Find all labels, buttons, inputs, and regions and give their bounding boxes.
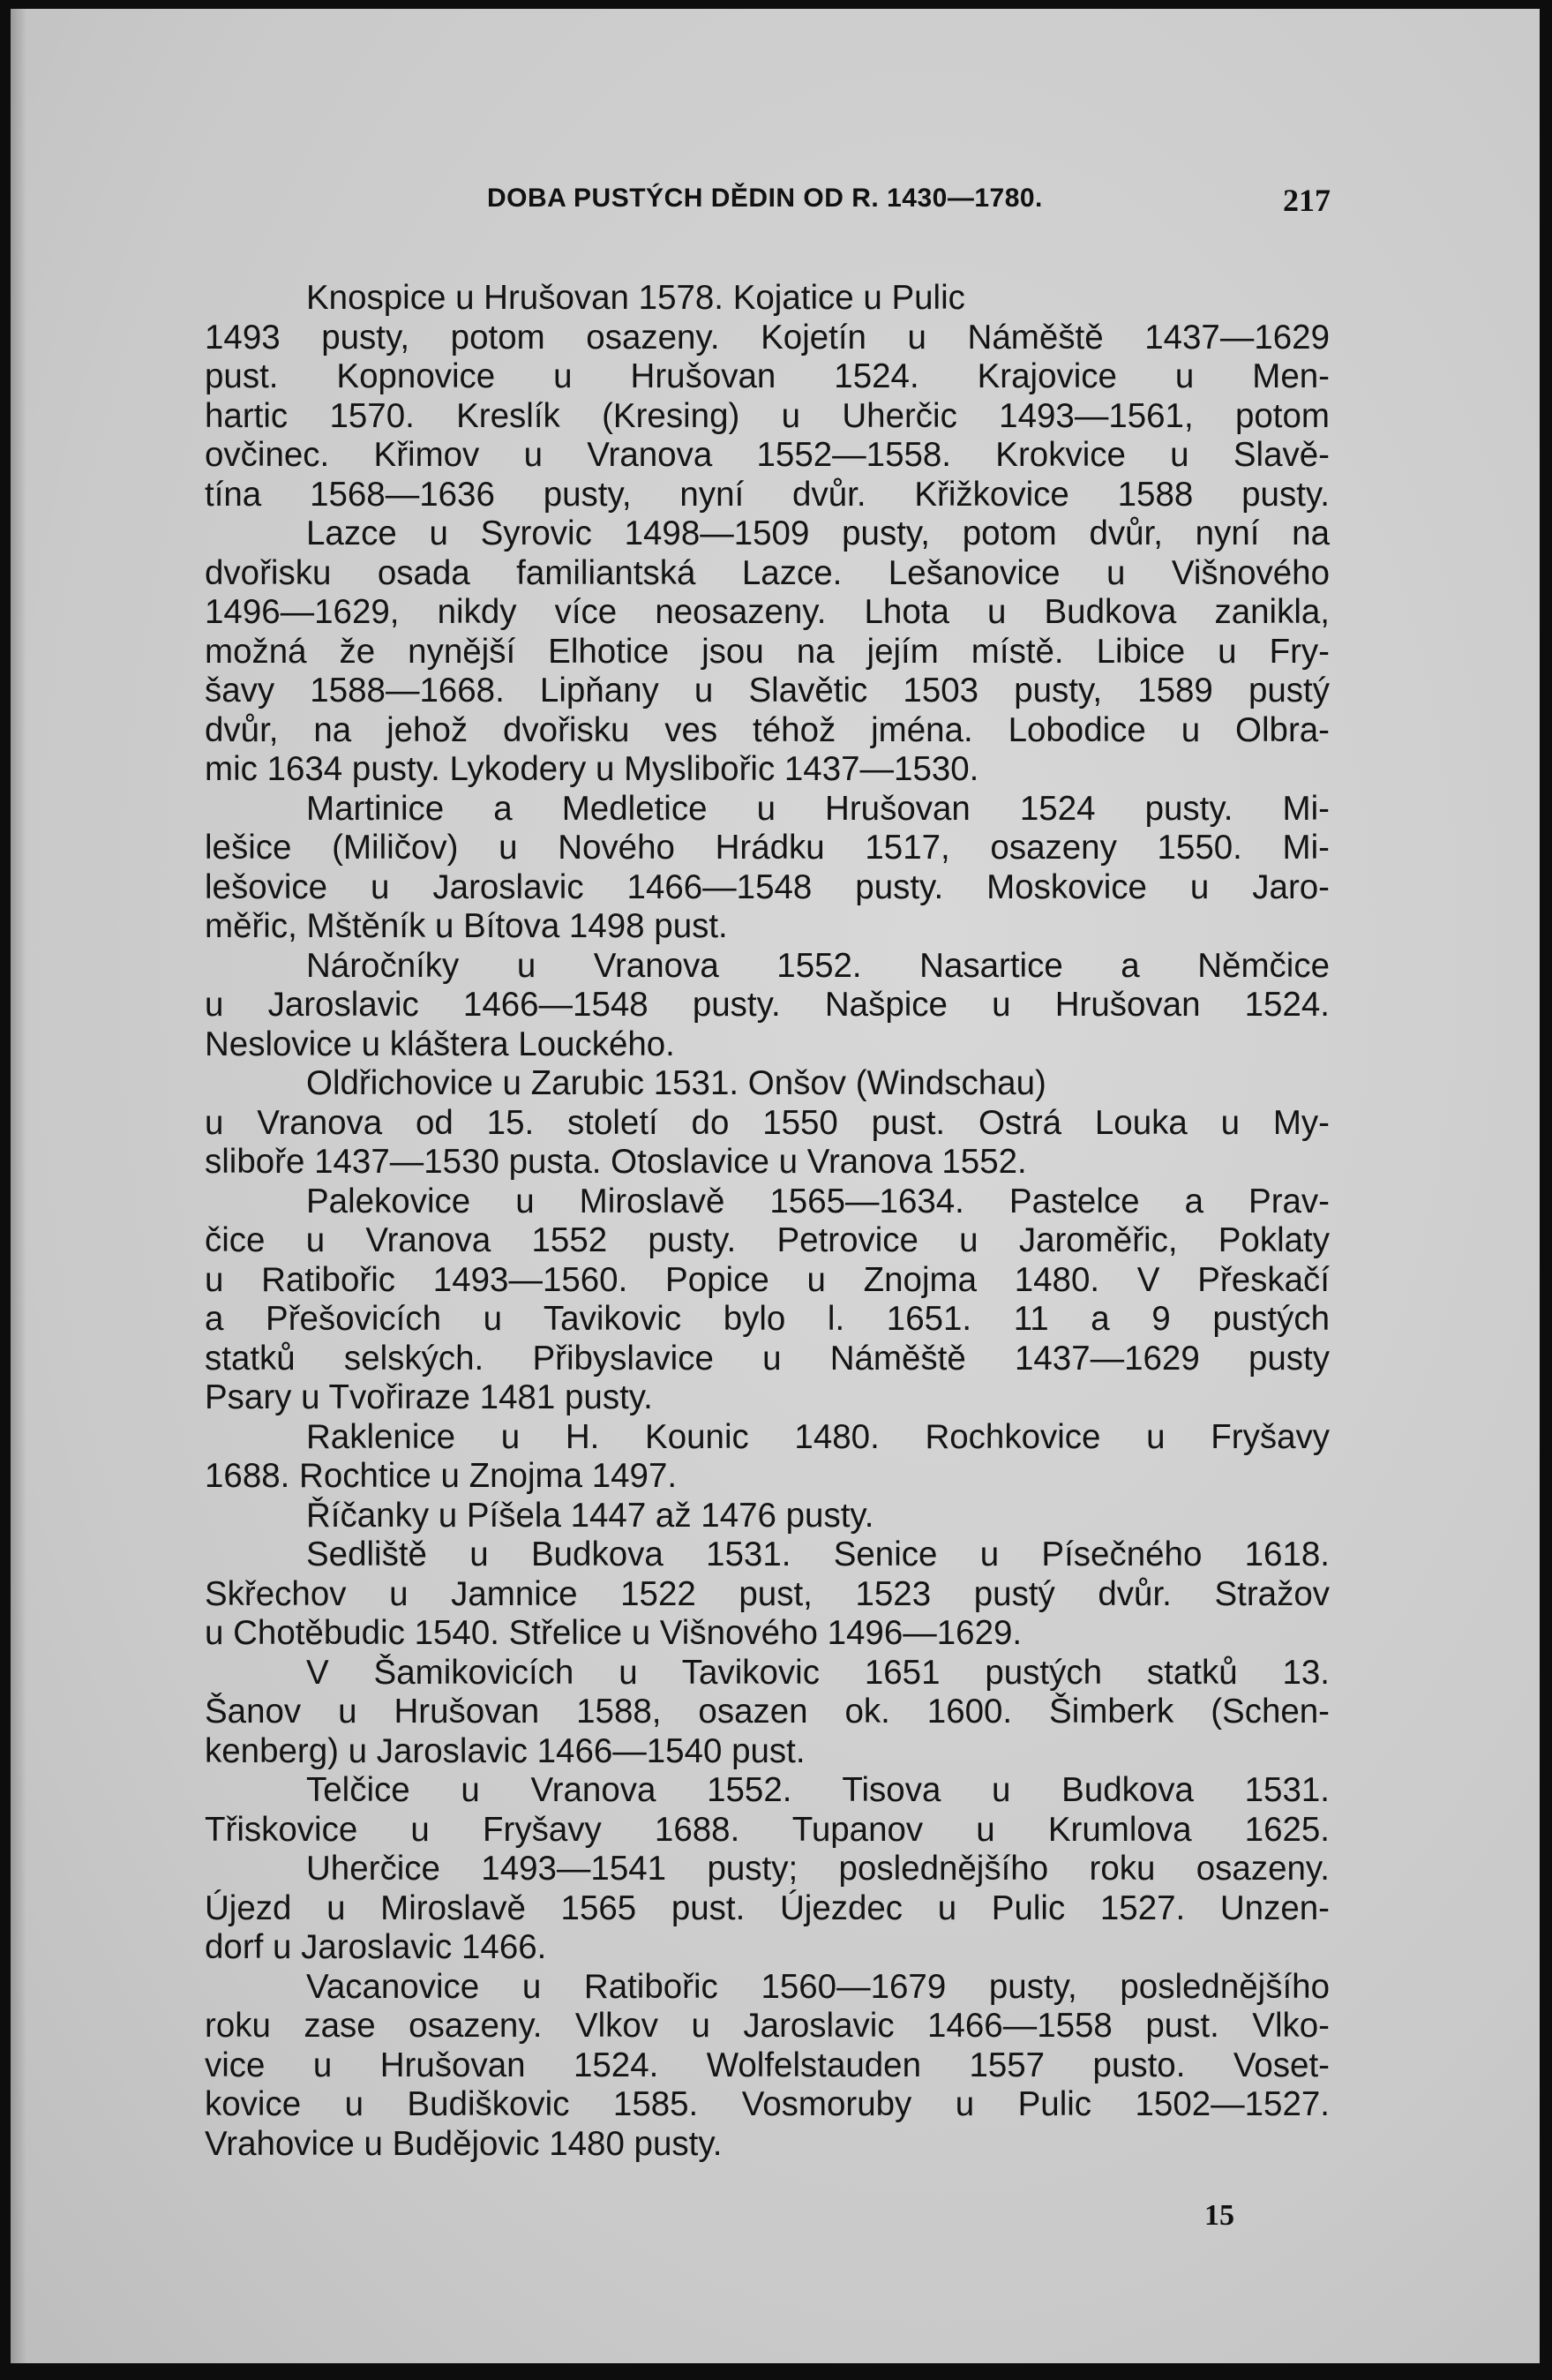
- text-line: [205, 1497, 1330, 1536]
- text-line: [205, 711, 1330, 751]
- text-line: [205, 1850, 1330, 1889]
- text-line-content: Knospice u Hrušovan 1578. Kojatice u Pulic: [306, 279, 965, 317]
- text-line: [205, 1928, 1330, 1968]
- text-line-content: mic 1634 pusty. Lykodery u Myslibořic 1437—1530.: [205, 750, 979, 788]
- text-line: [205, 1143, 1330, 1182]
- text-line-content: Náročníky u Vranova 1552. Nasartice a Němčice: [306, 946, 1330, 985]
- text-line-content: dorf u Jaroslavic 1466.: [205, 1928, 547, 1966]
- text-line-content: V Šamikovicích u Tavikovic 1651 pustých statků 13.: [306, 1653, 1330, 1692]
- running-title: DOBA PUSTÝCH DĚDIN OD R. 1430—1780.: [487, 184, 1043, 213]
- text-line: [205, 1732, 1330, 1772]
- text-line: [205, 1064, 1330, 1104]
- text-line: [205, 593, 1330, 633]
- text-line: [205, 1340, 1330, 1379]
- text-line: [205, 1300, 1330, 1340]
- text-line: [205, 1811, 1330, 1851]
- text-line-content: čice u Vranova 1552 pusty. Petrovice u Jaroměřic, Poklaty: [205, 1221, 1330, 1259]
- text-line: [205, 1418, 1330, 1458]
- text-line: [205, 397, 1330, 437]
- text-line-content: Oldřichovice u Zarubic 1531. Onšov (Windschau): [306, 1064, 1046, 1102]
- text-line: [205, 1457, 1330, 1497]
- scan-shadow-edge: [11, 9, 26, 2363]
- text-line-content: možná že nynější Elhotice jsou na jejím místě. Libice u Fry-: [205, 632, 1330, 671]
- text-line-content: pust. Kopnovice u Hrušovan 1524. Krajovice u Men-: [205, 357, 1330, 395]
- text-line: [205, 907, 1330, 947]
- text-line: [205, 1575, 1330, 1615]
- text-line: [205, 750, 1330, 790]
- text-line-content: 1688. Rochtice u Znojma 1497.: [205, 1457, 678, 1495]
- scanned-page: [11, 9, 1540, 2363]
- text-line-content: u Ratibořic 1493—1560. Popice u Znojma 1480. V Přeskačí: [205, 1260, 1330, 1299]
- text-line: [205, 1889, 1330, 1929]
- text-line: [205, 1535, 1330, 1575]
- text-line-content: měřic, Mštěník u Bítova 1498 pust.: [205, 907, 728, 945]
- text-line: [205, 436, 1330, 476]
- text-line-content: Skřechov u Jamnice 1522 pust, 1523 pustý dvůr. Stražov: [205, 1574, 1330, 1613]
- text-line-content: Lazce u Syrovic 1498—1509 pusty, potom dvůr, nyní na: [306, 514, 1330, 552]
- text-line-content: 1493 pusty, potom osazeny. Kojetín u Náměště 1437—1629: [205, 318, 1330, 357]
- text-line-content: Třiskovice u Fryšavy 1688. Tupanov u Krumlova 1625.: [205, 1810, 1330, 1849]
- text-line-content: vice u Hrušovan 1524. Wolfelstauden 1557 pusto. Voset-: [205, 2046, 1330, 2084]
- text-line-content: Újezd u Miroslavě 1565 pust. Újezdec u Pulic 1527. Unzen-: [205, 1888, 1330, 1927]
- text-line-content: u Jaroslavic 1466—1548 pusty. Našpice u Hrušovan 1524.: [205, 986, 1330, 1024]
- text-line-content: Psary u Tvořiraze 1481 pusty.: [205, 1378, 653, 1416]
- text-line: [205, 1221, 1330, 1261]
- text-line: [205, 1261, 1330, 1301]
- text-line-content: Martinice a Medletice u Hrušovan 1524 pusty. Mi-: [306, 789, 1330, 828]
- text-line-content: hartic 1570. Kreslík (Kresing) u Uherčic 1493—1561, potom: [205, 396, 1330, 435]
- text-line-content: a Přešovicích u Tavikovic bylo l. 1651. 11 a 9 pustých: [205, 1300, 1330, 1338]
- text-line: [205, 1693, 1330, 1732]
- text-line: [205, 790, 1330, 830]
- text-line-content: Říčanky u Píšela 1447 až 1476 pusty.: [306, 1496, 874, 1535]
- text-line: [205, 672, 1330, 711]
- text-line: [205, 947, 1330, 987]
- text-line: [205, 476, 1330, 515]
- text-line-content: Raklenice u H. Kounic 1480. Rochkovice u Fryšavy: [306, 1417, 1330, 1456]
- text-line-content: statků selských. Přibyslavice u Náměště 1437—1629 pusty: [205, 1339, 1330, 1378]
- text-line: [205, 986, 1330, 1025]
- text-line-content: roku zase osazeny. Vlkov u Jaroslavic 1466—1558 pust. Vlko-: [205, 2007, 1330, 2045]
- page-number: 217: [1283, 183, 1331, 218]
- text-line: [205, 633, 1330, 672]
- text-line-content: Vacanovice u Ratibořic 1560—1679 pusty, poslednějšího: [306, 1967, 1330, 2006]
- text-line-content: dvořisku osada familiantská Lazce. Lešanovice u Višnového: [205, 553, 1330, 592]
- text-line-content: Palekovice u Miroslavě 1565—1634. Pastelce a Prav-: [306, 1182, 1330, 1220]
- text-line-content: lešovice u Jaroslavic 1466—1548 pusty. Moskovice u Jaro-: [205, 867, 1330, 906]
- text-line: [205, 1614, 1330, 1654]
- text-line: [205, 1378, 1330, 1418]
- text-line: [205, 829, 1330, 868]
- text-line-content: 1496—1629, nikdy více neosazeny. Lhota u Budkova zanikla,: [205, 593, 1330, 631]
- text-line: [205, 279, 1330, 319]
- text-line-content: tína 1568—1636 pusty, nyní dvůr. Křižkovice 1588 pusty.: [205, 475, 1330, 514]
- text-line-content: šavy 1588—1668. Lipňany u Slavětic 1503 pusty, 1589 pustý: [205, 672, 1330, 709]
- text-line: [205, 1771, 1330, 1811]
- text-line-content: Neslovice u kláštera Louckého.: [205, 1025, 675, 1063]
- text-line-content: Uherčice 1493—1541 pusty; poslednějšího roku osazeny.: [306, 1850, 1330, 1888]
- signature-mark: 15: [1204, 2199, 1234, 2232]
- text-line-content: dvůr, na jehož dvořisku ves téhož jména. Lobodice u Olbra-: [205, 710, 1330, 749]
- text-line: [205, 319, 1330, 358]
- text-line-content: Vrahovice u Budějovic 1480 pusty.: [205, 2124, 723, 2163]
- text-line: [205, 1654, 1330, 1693]
- text-line-content: Sedliště u Budkova 1531. Senice u Písečného 1618.: [306, 1535, 1330, 1573]
- text-line-content: sliboře 1437—1530 pusta. Otoslavice u Vranova 1552.: [205, 1143, 1027, 1181]
- text-line-content: Šanov u Hrušovan 1588, osazen ok. 1600. Šimberk (Schen-: [205, 1693, 1330, 1731]
- text-line: [205, 2125, 1330, 2165]
- text-line-content: lešice (Miličov) u Nového Hrádku 1517, osazeny 1550. Mi-: [205, 829, 1330, 867]
- text-line: [205, 357, 1330, 397]
- text-line: [205, 2046, 1330, 2086]
- text-line: [205, 2085, 1330, 2125]
- text-line: [205, 554, 1330, 594]
- text-line-content: u Chotěbudic 1540. Střelice u Višnového 1496—1629.: [205, 1614, 1023, 1652]
- text-line-content: kovice u Budiškovic 1585. Vosmoruby u Pulic 1502—1527.: [205, 2085, 1330, 2123]
- text-line-content: kenberg) u Jaroslavic 1466—1540 pust.: [205, 1731, 806, 1770]
- text-line: [205, 2007, 1330, 2046]
- text-line: [205, 1104, 1330, 1144]
- text-line: [205, 1968, 1330, 2008]
- text-line: [205, 868, 1330, 908]
- text-line-content: Telčice u Vranova 1552. Tisova u Budkova 1531.: [306, 1771, 1330, 1809]
- text-line-content: u Vranova od 15. století do 1550 pust. Ostrá Louka u My-: [205, 1103, 1330, 1142]
- text-line: [205, 514, 1330, 554]
- text-line-content: ovčinec. Křimov u Vranova 1552—1558. Krokvice u Slavě-: [205, 436, 1330, 474]
- text-line: [205, 1025, 1330, 1065]
- text-line: [205, 1182, 1330, 1222]
- body-text: [205, 279, 1330, 2164]
